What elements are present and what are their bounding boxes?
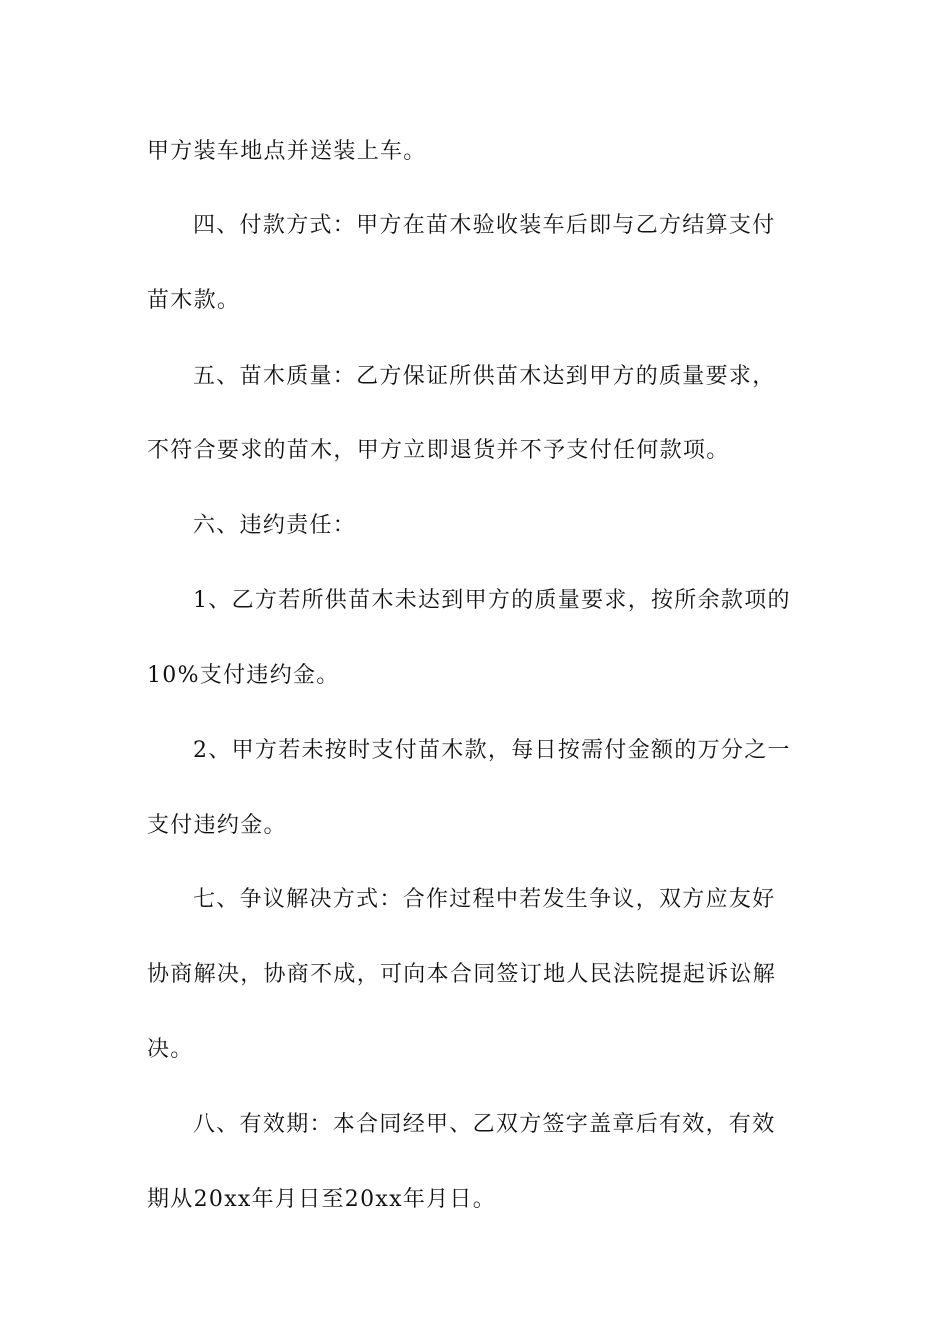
text-line: 不符合要求的苗木，甲方立即退货并不予支付任何款项。 xyxy=(147,438,730,463)
section-7-dispute: 七、争议解决方式：合作过程中若发生争议，双方应友好 xyxy=(193,887,776,912)
section-6-liability: 六、违约责任： xyxy=(193,513,357,538)
clause-6-2: 2、甲方若未按时支付苗木款，每日按需付金额的万分之一 xyxy=(193,738,791,763)
clause-6-1: 1、乙方若所供苗木未达到甲方的质量要求，按所余款项的 xyxy=(193,588,791,613)
section-8-validity: 八、有效期：本合同经甲、乙双方签字盖章后有效，有效 xyxy=(193,1112,776,1137)
text-line: 10%支付违约金。 xyxy=(147,663,340,688)
text-line: 决。 xyxy=(147,1037,194,1062)
text-line: 期从20xx年月日至20xx年月日。 xyxy=(147,1187,497,1212)
text-line: 苗木款。 xyxy=(147,288,241,313)
text-line: 支付违约金。 xyxy=(147,813,287,838)
section-5-quality: 五、苗木质量：乙方保证所供苗木达到甲方的质量要求， xyxy=(193,364,776,389)
text-line: 甲方装车地点并送装上车。 xyxy=(147,139,427,164)
text-line: 协商解决，协商不成，可向本合同签订地人民法院提起诉讼解 xyxy=(147,962,777,987)
section-4-payment: 四、付款方式：甲方在苗木验收装车后即与乙方结算支付 xyxy=(193,213,776,238)
